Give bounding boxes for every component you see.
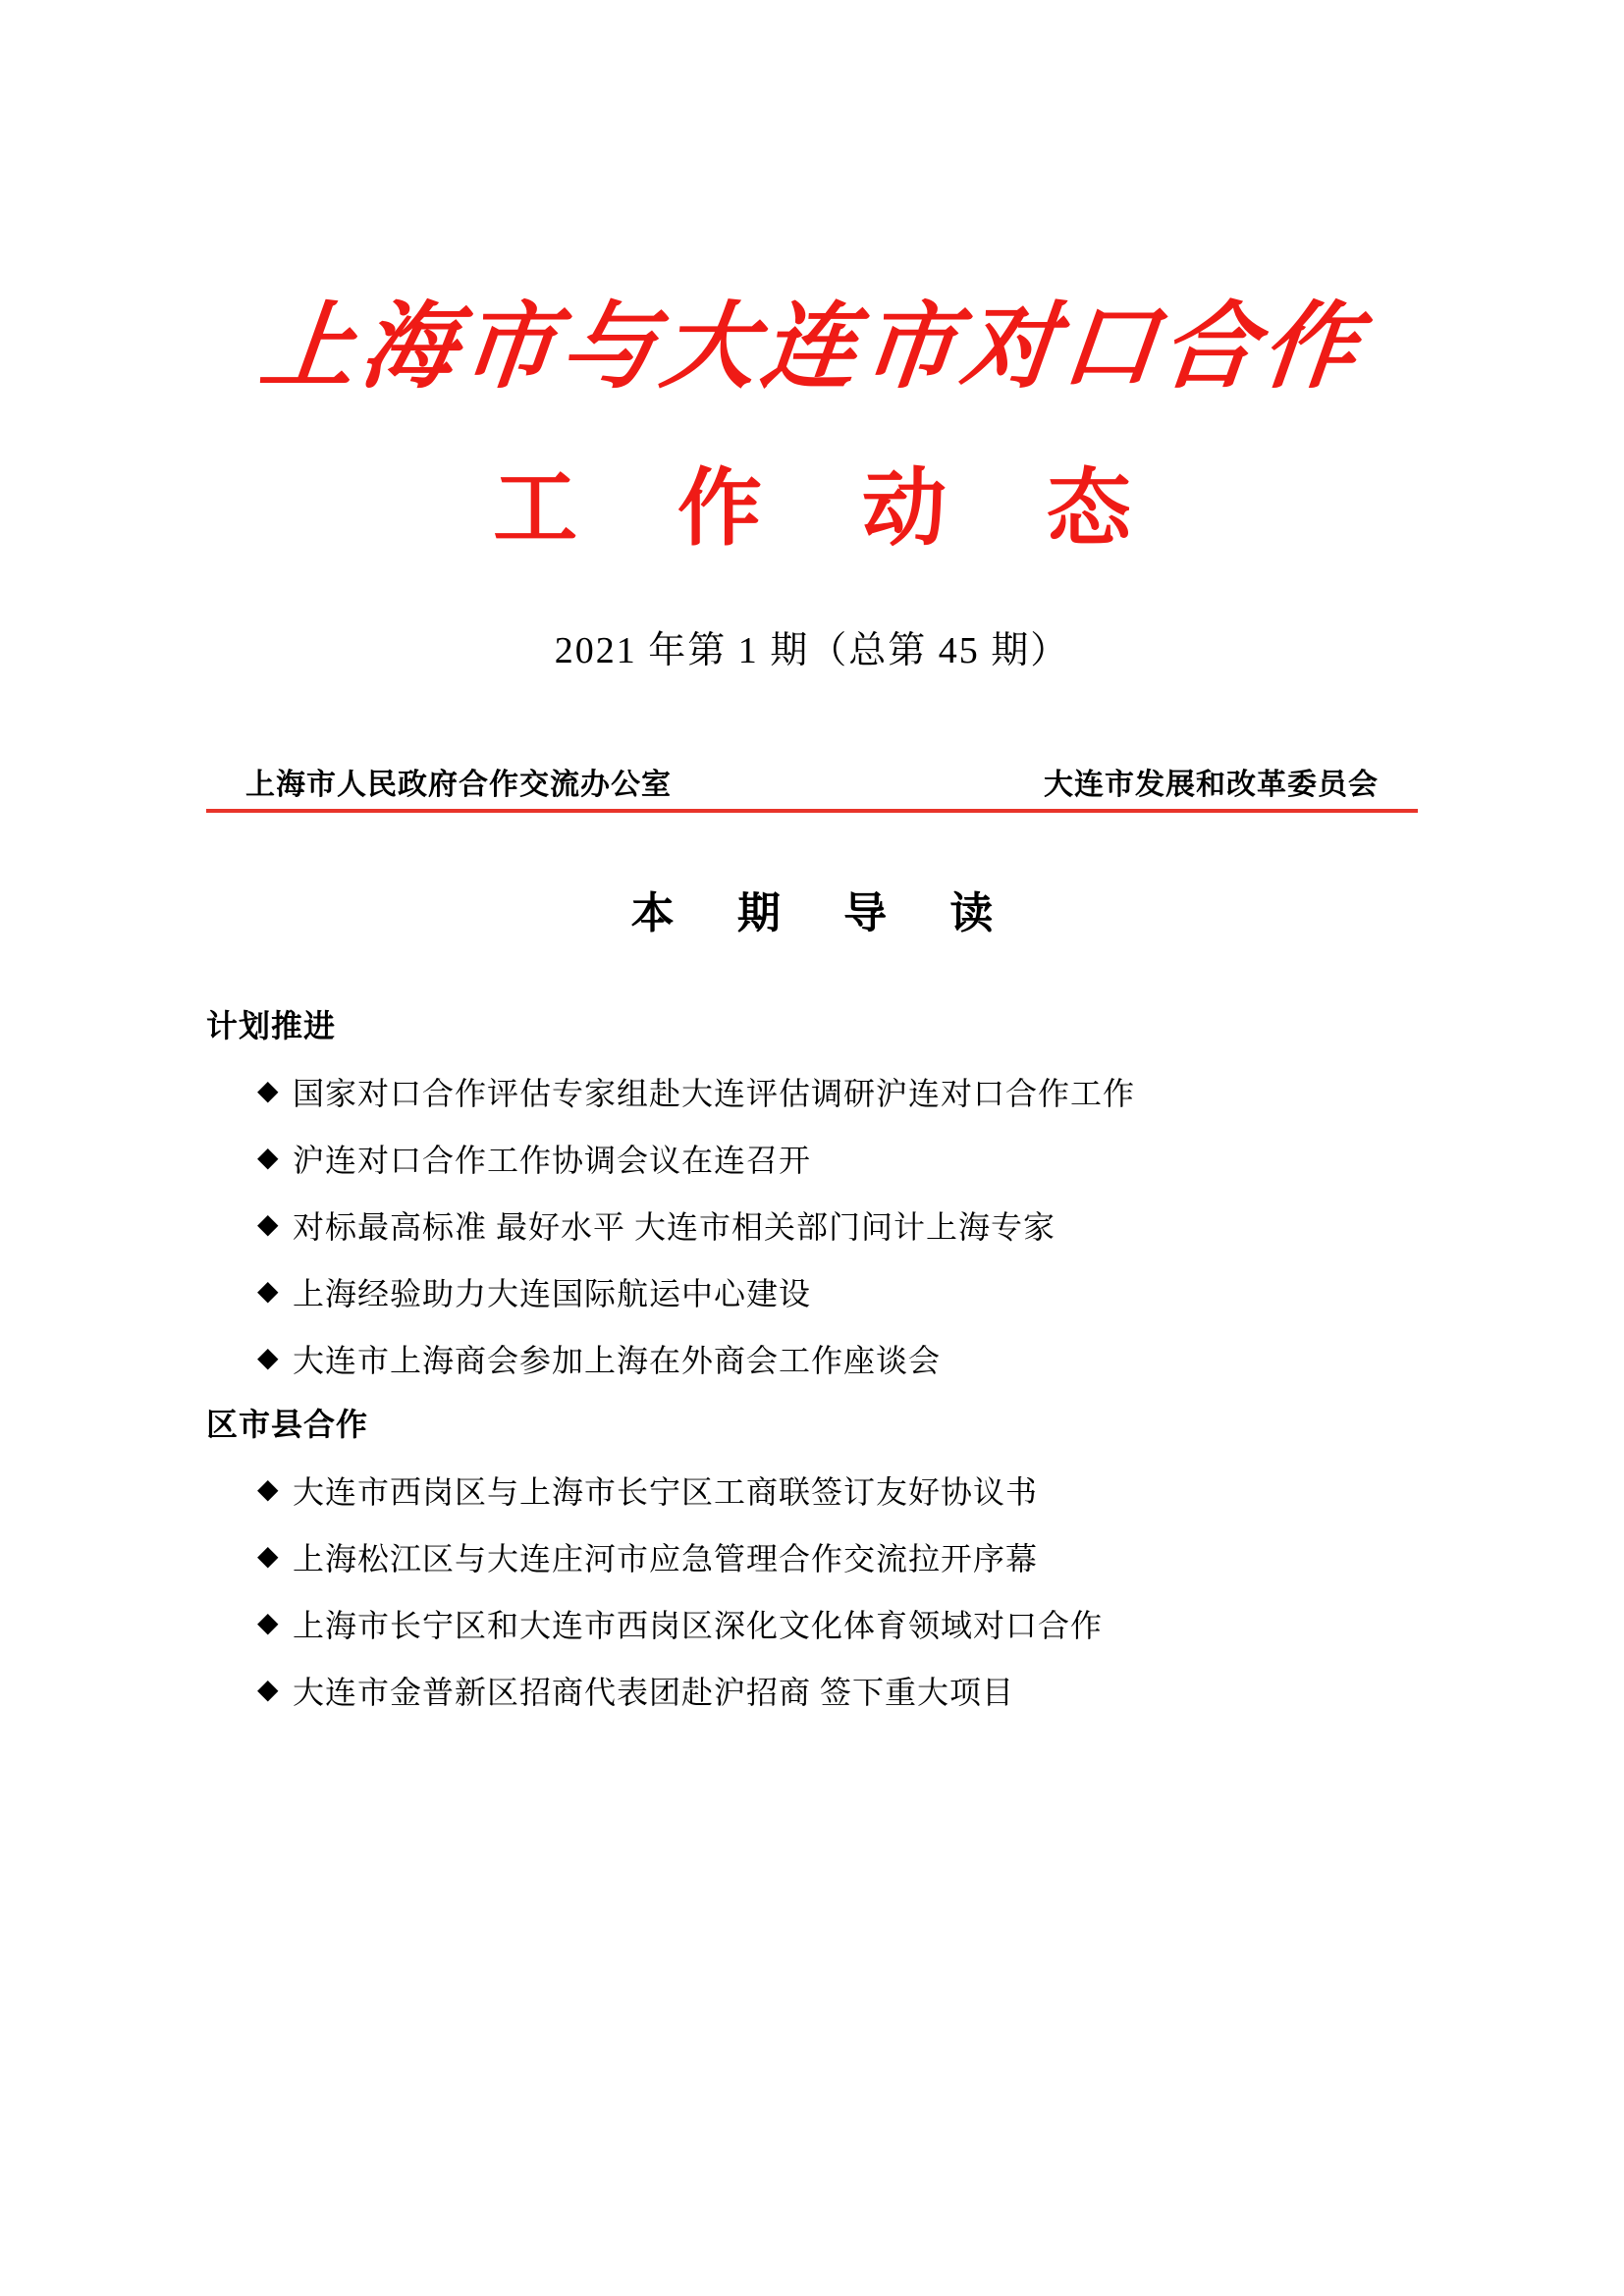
- list-item[interactable]: [206, 1127, 1418, 1194]
- diamond-bullet-icon: ◆: [257, 1142, 280, 1173]
- diamond-bullet-icon: ◆: [257, 1473, 280, 1505]
- red-divider: [206, 809, 1418, 813]
- list-item-label: 对标最高标准 最好水平 大连市相关部门问计上海专家: [293, 1208, 1056, 1245]
- list-item[interactable]: [206, 1592, 1418, 1659]
- section-title: 计划推进: [206, 1007, 337, 1043]
- masthead-title-line2: 工 作 动 态: [493, 457, 1166, 558]
- issuer-row: [206, 760, 1418, 809]
- list-item[interactable]: [206, 1525, 1418, 1592]
- diamond-bullet-icon: ◆: [257, 1607, 280, 1638]
- list-item-label: 国家对口合作评估专家组赴大连评估调研沪连对口合作工作: [293, 1075, 1136, 1111]
- list-item[interactable]: [206, 1327, 1418, 1394]
- diamond-bullet-icon: ◆: [257, 1075, 280, 1106]
- diamond-bullet-icon: ◆: [257, 1342, 280, 1373]
- list-item-label: 大连市西岗区与上海市长宁区工商联签订友好协议书: [293, 1473, 1039, 1510]
- issue-number: 2021 年第 1 期（总第 45 期）: [554, 629, 1070, 671]
- section-title: 区市县合作: [206, 1406, 369, 1442]
- masthead: [206, 0, 1418, 673]
- list-item-label: 沪连对口合作工作协调会议在连召开: [293, 1142, 812, 1178]
- list-item-label: 大连市金普新区招商代表团赴沪招商 签下重大项目: [293, 1674, 1015, 1710]
- section-group: [206, 1400, 1418, 1726]
- list-item-label: 上海经验助力大连国际航运中心建设: [293, 1275, 812, 1311]
- contents-heading: 本 期 导 读: [630, 888, 1019, 937]
- list-item[interactable]: [206, 1459, 1418, 1525]
- diamond-bullet-icon: ◆: [257, 1208, 280, 1240]
- diamond-bullet-icon: ◆: [257, 1540, 280, 1572]
- list-item-label: 上海市长宁区和大连市西岗区深化文化体育领域对口合作: [293, 1607, 1104, 1643]
- contents-list: [206, 1001, 1418, 1726]
- issuer-left: 上海市人民政府合作交流办公室: [245, 768, 672, 801]
- diamond-bullet-icon: ◆: [257, 1275, 280, 1307]
- issuer-right: 大连市发展和改革委员会: [1044, 768, 1379, 801]
- list-item[interactable]: [206, 1260, 1418, 1327]
- diamond-bullet-icon: ◆: [257, 1674, 280, 1705]
- list-item-label: 大连市上海商会参加上海在外商会工作座谈会: [293, 1342, 942, 1378]
- section-group: [206, 1001, 1418, 1394]
- masthead-title-line1: 上海市与大连市对口合作: [255, 291, 1369, 401]
- list-item-label: 上海松江区与大连庄河市应急管理合作交流拉开序幕: [293, 1540, 1039, 1576]
- list-item[interactable]: [206, 1060, 1418, 1127]
- list-item[interactable]: [206, 1659, 1418, 1726]
- list-item[interactable]: [206, 1194, 1418, 1260]
